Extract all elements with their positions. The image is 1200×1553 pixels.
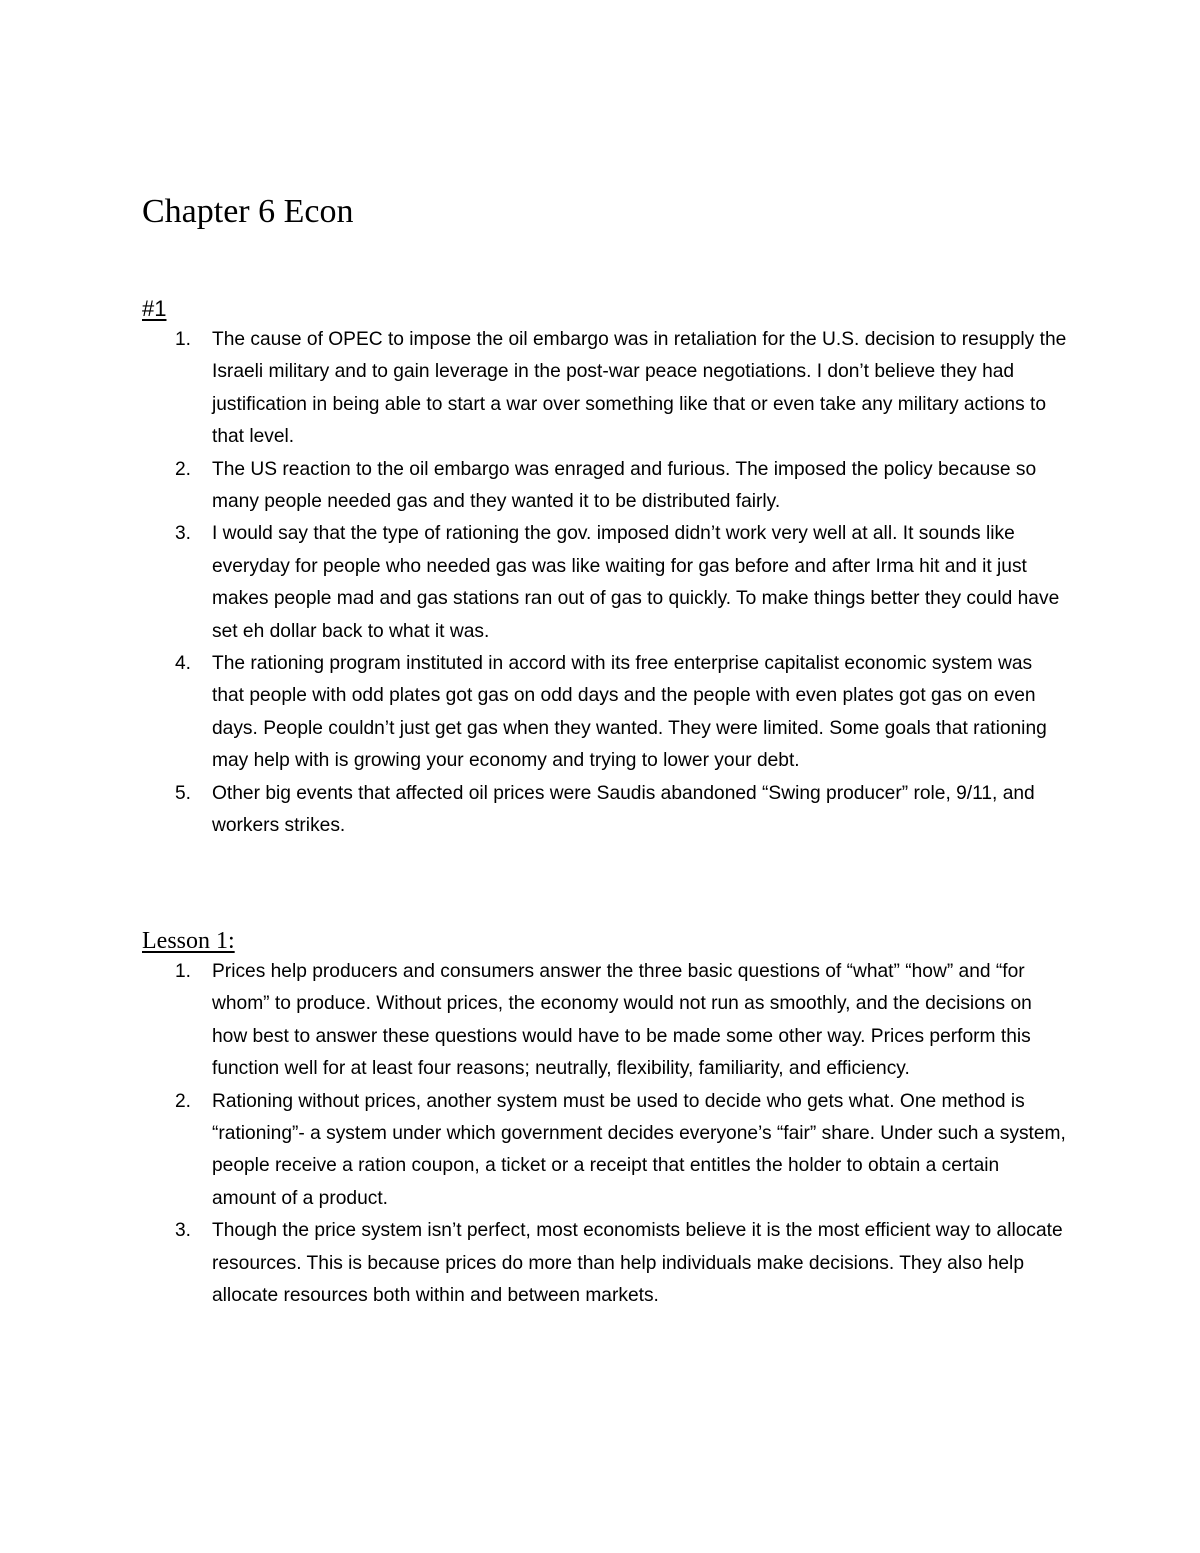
list-item <box>142 454 1072 519</box>
list-item <box>142 324 1072 454</box>
item-text: I would say that the type of rationing the gov. imposed didn’t work very well at all. It sounds like everyday for people who needed gas was like waiting for gas before and after Irma hit and it just makes people mad and gas stations ran out of gas to quickly. To make things better they could have set eh dollar back to what it was. <box>212 523 1060 642</box>
item-number: 3. <box>175 523 192 545</box>
item-number: 3. <box>175 1220 192 1242</box>
list-item <box>142 648 1072 778</box>
item-text: The rationing program instituted in accord with its free enterprise capitalist economic system was that people with odd plates got gas on odd days and the people with even plates got gas on even days. People couldn’t just get gas when they wanted. They were limited. Some goals that rationing may help with is growing your economy and trying to lower your debt. <box>212 653 1047 772</box>
item-number: 2. <box>175 1090 192 1112</box>
item-number: 2. <box>175 458 192 480</box>
item-text: Rationing without prices, another system must be used to decide who gets what. One method is “rationing”- a system under which government decides everyone’s “fair” share. Under such a system, people receive a ration coupon, a ticket or a receipt that entitles the holder to obtain a certain amount of a product. <box>212 1090 1066 1209</box>
list-item <box>142 778 1072 843</box>
item-text: Though the price system isn’t perfect, most economists believe it is the most efficient way to allocate resources. This is because prices do more than help individuals make decisions. They also help allocate resources both within and between markets. <box>212 1220 1063 1307</box>
item-number: 1. <box>175 329 192 350</box>
item-text: The cause of OPEC to impose the oil embargo was in retaliation for the U.S. decision to resupply the Israeli military and to gain leverage in the post-war peace negotiations. I don’t believe they had justification in being able to start a war over something like that or even take any military actions to that level. <box>212 329 1067 448</box>
item-text: Prices help producers and consumers answer the three basic questions of “what” “how” and “for whom” to produce. Without prices, the economy would not run as smoothly, and the decisions on how best to answer these questions would have to be made some other way. Prices perform this function well for at least four reasons; neutrally, flexibility, familiarity, and efficiency. <box>212 961 1032 1080</box>
answer-list <box>142 324 1072 843</box>
section-heading: Lesson 1: <box>142 928 235 954</box>
item-number: 1. <box>175 961 192 982</box>
list-item <box>142 956 1072 1086</box>
section-heading: #1 <box>142 296 167 321</box>
item-number: 4. <box>175 653 192 675</box>
item-text: The US reaction to the oil embargo was enraged and furious. The imposed the policy because so many people needed gas and they wanted it to be distributed fairly. <box>212 458 1037 513</box>
section-1 <box>142 294 1072 843</box>
list-item <box>142 1086 1072 1216</box>
item-number: 5. <box>175 782 192 804</box>
item-text: Other big events that affected oil prices were Saudis abandoned “Swing producer” role, 9/11, and workers strikes. <box>212 782 1035 837</box>
document-title: Chapter 6 Econ <box>142 193 354 230</box>
section-lesson-1 <box>142 926 1072 1312</box>
answer-list <box>142 956 1072 1312</box>
list-item <box>142 1215 1072 1312</box>
list-item <box>142 518 1072 648</box>
